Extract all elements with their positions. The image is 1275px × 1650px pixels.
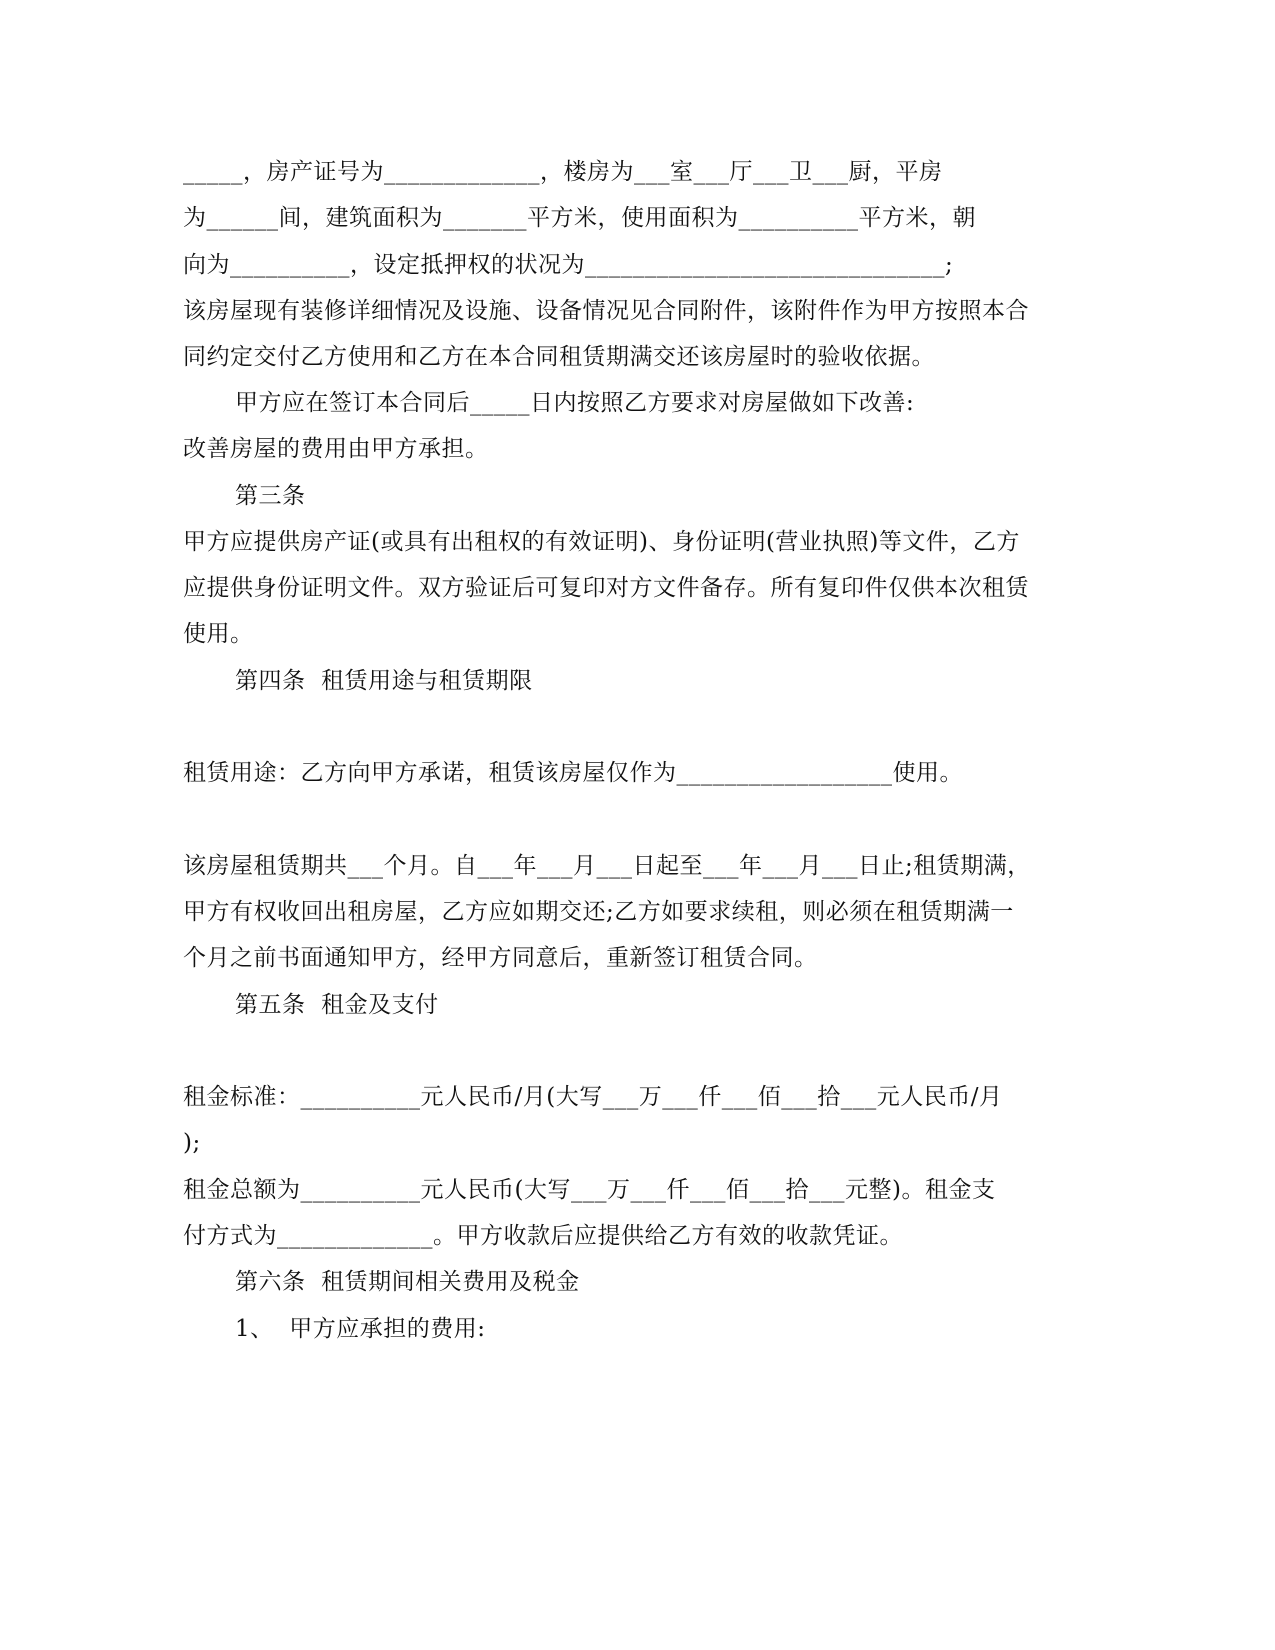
- article-heading-4: 第四条 租赁用途与租赁期限: [235, 668, 533, 694]
- paragraph-line: 甲方应提供房产证(或具有出租权的有效证明)、身份证明(营业执照)等文件，乙方: [183, 529, 1020, 555]
- paragraph-line: 该房屋租赁期共___个月。自___年___月___日起至___年___月___日止;租赁期满，: [183, 853, 1031, 879]
- paragraph-line: 同约定交付乙方使用和乙方在本合同租赁期满交还该房屋时的验收依据。: [183, 344, 935, 370]
- paragraph-line: 甲方有权收回出租房屋，乙方应如期交还;乙方如要求续租，则必须在租赁期满一: [183, 899, 1014, 925]
- paragraph-line: 使用。: [183, 621, 254, 647]
- paragraph-line: 向为__________，设定抵押权的状况为______________________________;: [183, 252, 954, 278]
- list-item: 1、 甲方应承担的费用:: [235, 1316, 486, 1342]
- paragraph-line: 付方式为_____________。甲方收款后应提供给乙方有效的收款凭证。: [183, 1223, 903, 1249]
- paragraph-line: 改善房屋的费用由甲方承担。: [183, 436, 489, 462]
- article-heading-5: 第五条 租金及支付: [235, 992, 439, 1018]
- paragraph-line: 为______间，建筑面积为_______平方米，使用面积为__________平方米，朝: [183, 205, 976, 231]
- paragraph-line: _____，房产证号为_____________，楼房为___室___厅___卫___厨，平房: [183, 159, 943, 185]
- paragraph-line: 该房屋现有装修详细情况及设施、设备情况见合同附件，该附件作为甲方按照本合: [183, 298, 1029, 324]
- article-heading-3: 第三条: [235, 483, 306, 509]
- paragraph-line: 甲方应在签订本合同后_____日内按照乙方要求对房屋做如下改善:: [235, 390, 915, 416]
- paragraph-line: 应提供身份证明文件。双方验证后可复印对方文件备存。所有复印件仅供本次租赁: [183, 575, 1029, 601]
- paragraph-line: );: [183, 1130, 201, 1156]
- paragraph-line: 租赁用途：乙方向甲方承诺，租赁该房屋仅作为__________________使用。: [183, 760, 963, 786]
- paragraph-line: 租金总额为__________元人民币(大写___万___仟___佰___拾___元整)。租金支: [183, 1177, 996, 1203]
- paragraph-line: 个月之前书面通知甲方，经甲方同意后，重新签订租赁合同。: [183, 945, 818, 971]
- paragraph-line: 租金标准：__________元人民币/月(大写___万___仟___佰___拾___元人民币/月: [183, 1084, 1003, 1110]
- article-heading-6: 第六条 租赁期间相关费用及税金: [235, 1269, 580, 1295]
